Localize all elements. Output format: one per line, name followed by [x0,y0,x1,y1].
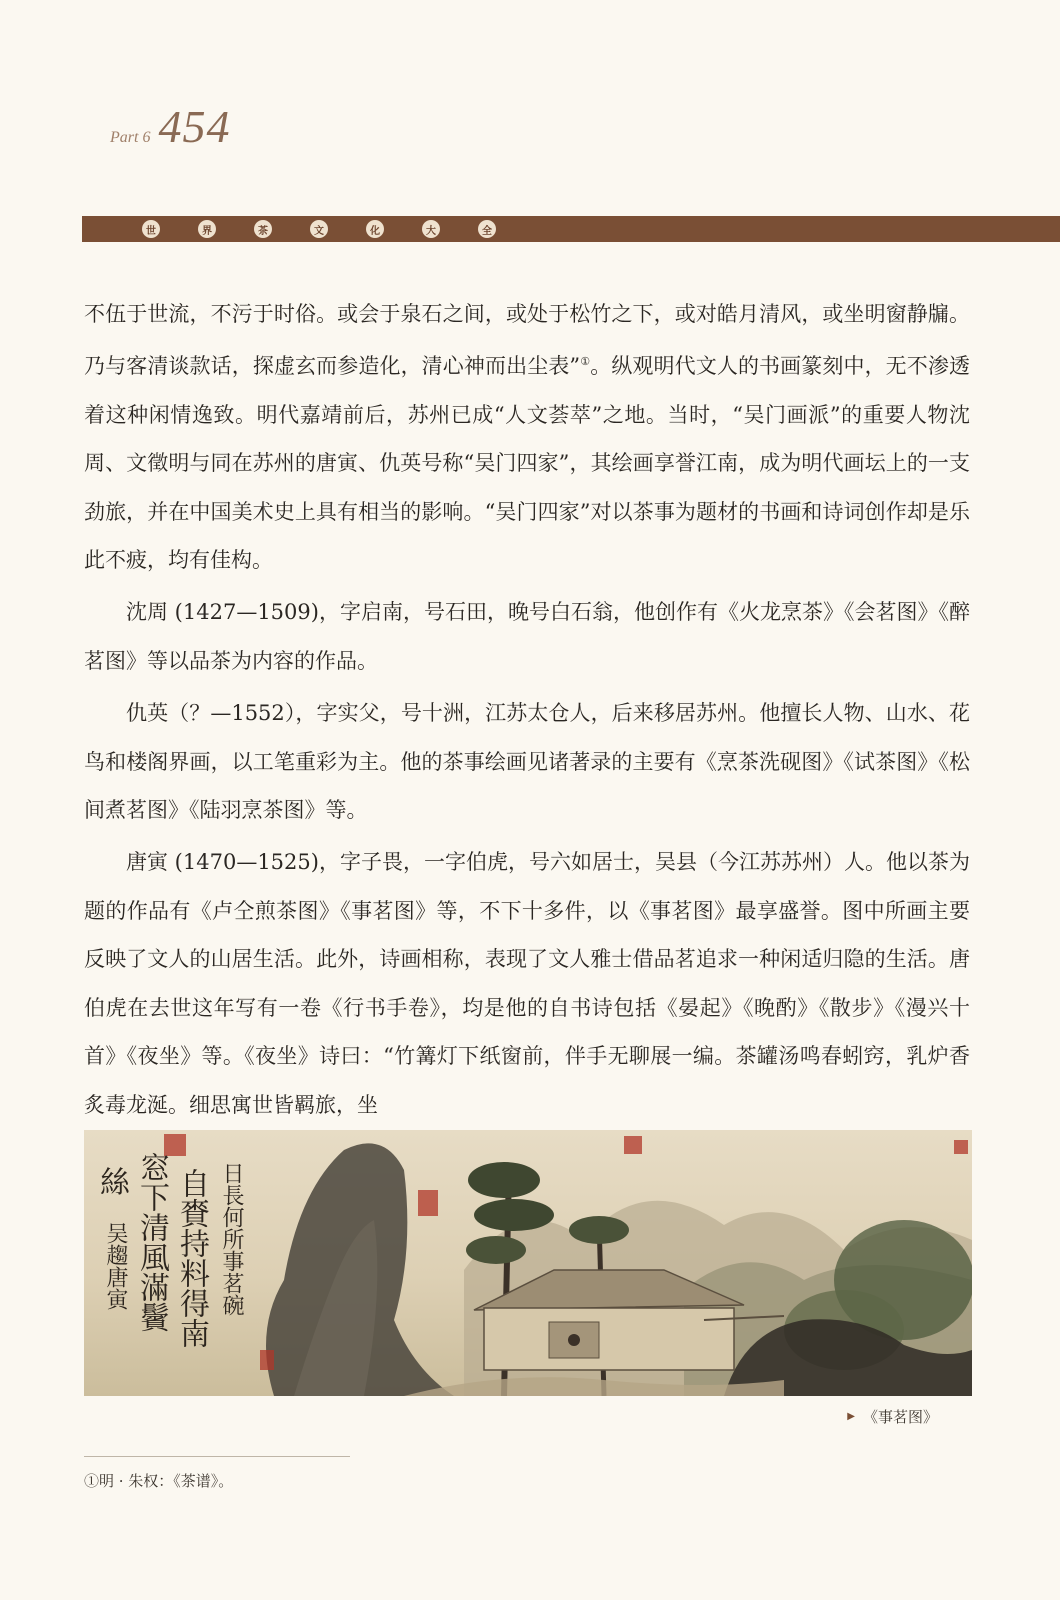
banner-char: 界 [198,220,216,238]
part-label: Part 6 [110,129,151,146]
paragraph: 沈周 (1427—1509)，字启南，号石田，晚号白石翁，他创作有《火龙烹茶》《会茗图》《醉茗图》等以品茶为内容的作品。 [84,600,970,673]
banner-char: 茶 [254,220,272,238]
figure-caption [847,1406,938,1427]
caption-arrow-icon: ▶ [847,1411,855,1422]
inscription-column: 自賚持料得南 [174,1168,209,1348]
banner-char: 世 [142,220,160,238]
footnote: ①明 · 朱权：《茶谱》。 [84,1472,234,1490]
banner-char: 化 [366,220,384,238]
footnote-divider [84,1456,350,1457]
book-title-banner [82,216,1060,242]
banner-char: 大 [422,220,440,238]
inscription-column: 窓下清風滿鬢 [134,1152,169,1332]
inscription-column: 絲 [94,1166,129,1196]
footnote-reference[interactable]: ① [580,355,591,369]
inscription-column: 日長何所事茗碗 [219,1162,244,1316]
paragraph [84,290,970,584]
caption-text: 《事茗图》 [862,1408,938,1426]
page-number: 454 [158,101,231,152]
paragraph-text: 。纵观明代文人的书画篆刻中，无不渗透着这种闲情逸致。明代嘉靖前后，苏州已成“人文荟萃”之地。当时，“吴门画派”的重要人物沈周、文徵明与同在苏州的唐寅、仇英号称“吴门四家”，其绘画享誉江南，成为明代画坛上的一支劲旅，并在中国美术史上具有相当的影响。“吴门四家”对以茶事为题材的书画和诗词创作却是乐此不疲，均有佳构。 [84,354,970,573]
paragraph: 仇英（？—1552），字实父，号十洲，江苏太仓人，后来移居苏州。他擅长人物、山水、花鸟和楼阁界画，以工笔重彩为主。他的茶事绘画见诸著录的主要有《烹茶洗砚图》《试茶图》《松间煮茗图》《陆羽烹茶图》等。 [84,701,970,823]
paragraph-text: 不伍于世流，不污于时俗。或会于泉石之间，或处于松竹之下，或对皓月清风，或坐明窗静牖。乃与客清谈款话，探虚玄而参造化，清心神而出尘表” [84,302,970,379]
banner-char: 文 [310,220,328,238]
banner-char: 全 [478,220,496,238]
painting-image [84,1130,972,1396]
artist-signature: 吴趨唐寅 [103,1222,128,1310]
body-text [84,290,970,1129]
page-header [110,100,230,153]
paragraph: 唐寅 (1470—1525)，字子畏，一字伯虎，号六如居士，吴县（今江苏苏州）人。他以茶为题的作品有《卢仝煎茶图》《事茗图》等，不下十多件，以《事茗图》最享盛誉。图中所画主要反映了文人的山居生活。此外，诗画相称，表现了文人雅士借品茗追求一种闲适归隐的生活。唐伯虎在去世这年写有一卷《行书手卷》，均是他的自书诗包括《晏起》《晚酌》《散步》《漫兴十首》《夜坐》等。《夜坐》诗曰：“竹篝灯下纸窗前，伴手无聊展一编。茶罐汤鸣春蚓窍，乳炉香炙毒龙涎。细思寓世皆羁旅，坐 [84,850,970,1117]
